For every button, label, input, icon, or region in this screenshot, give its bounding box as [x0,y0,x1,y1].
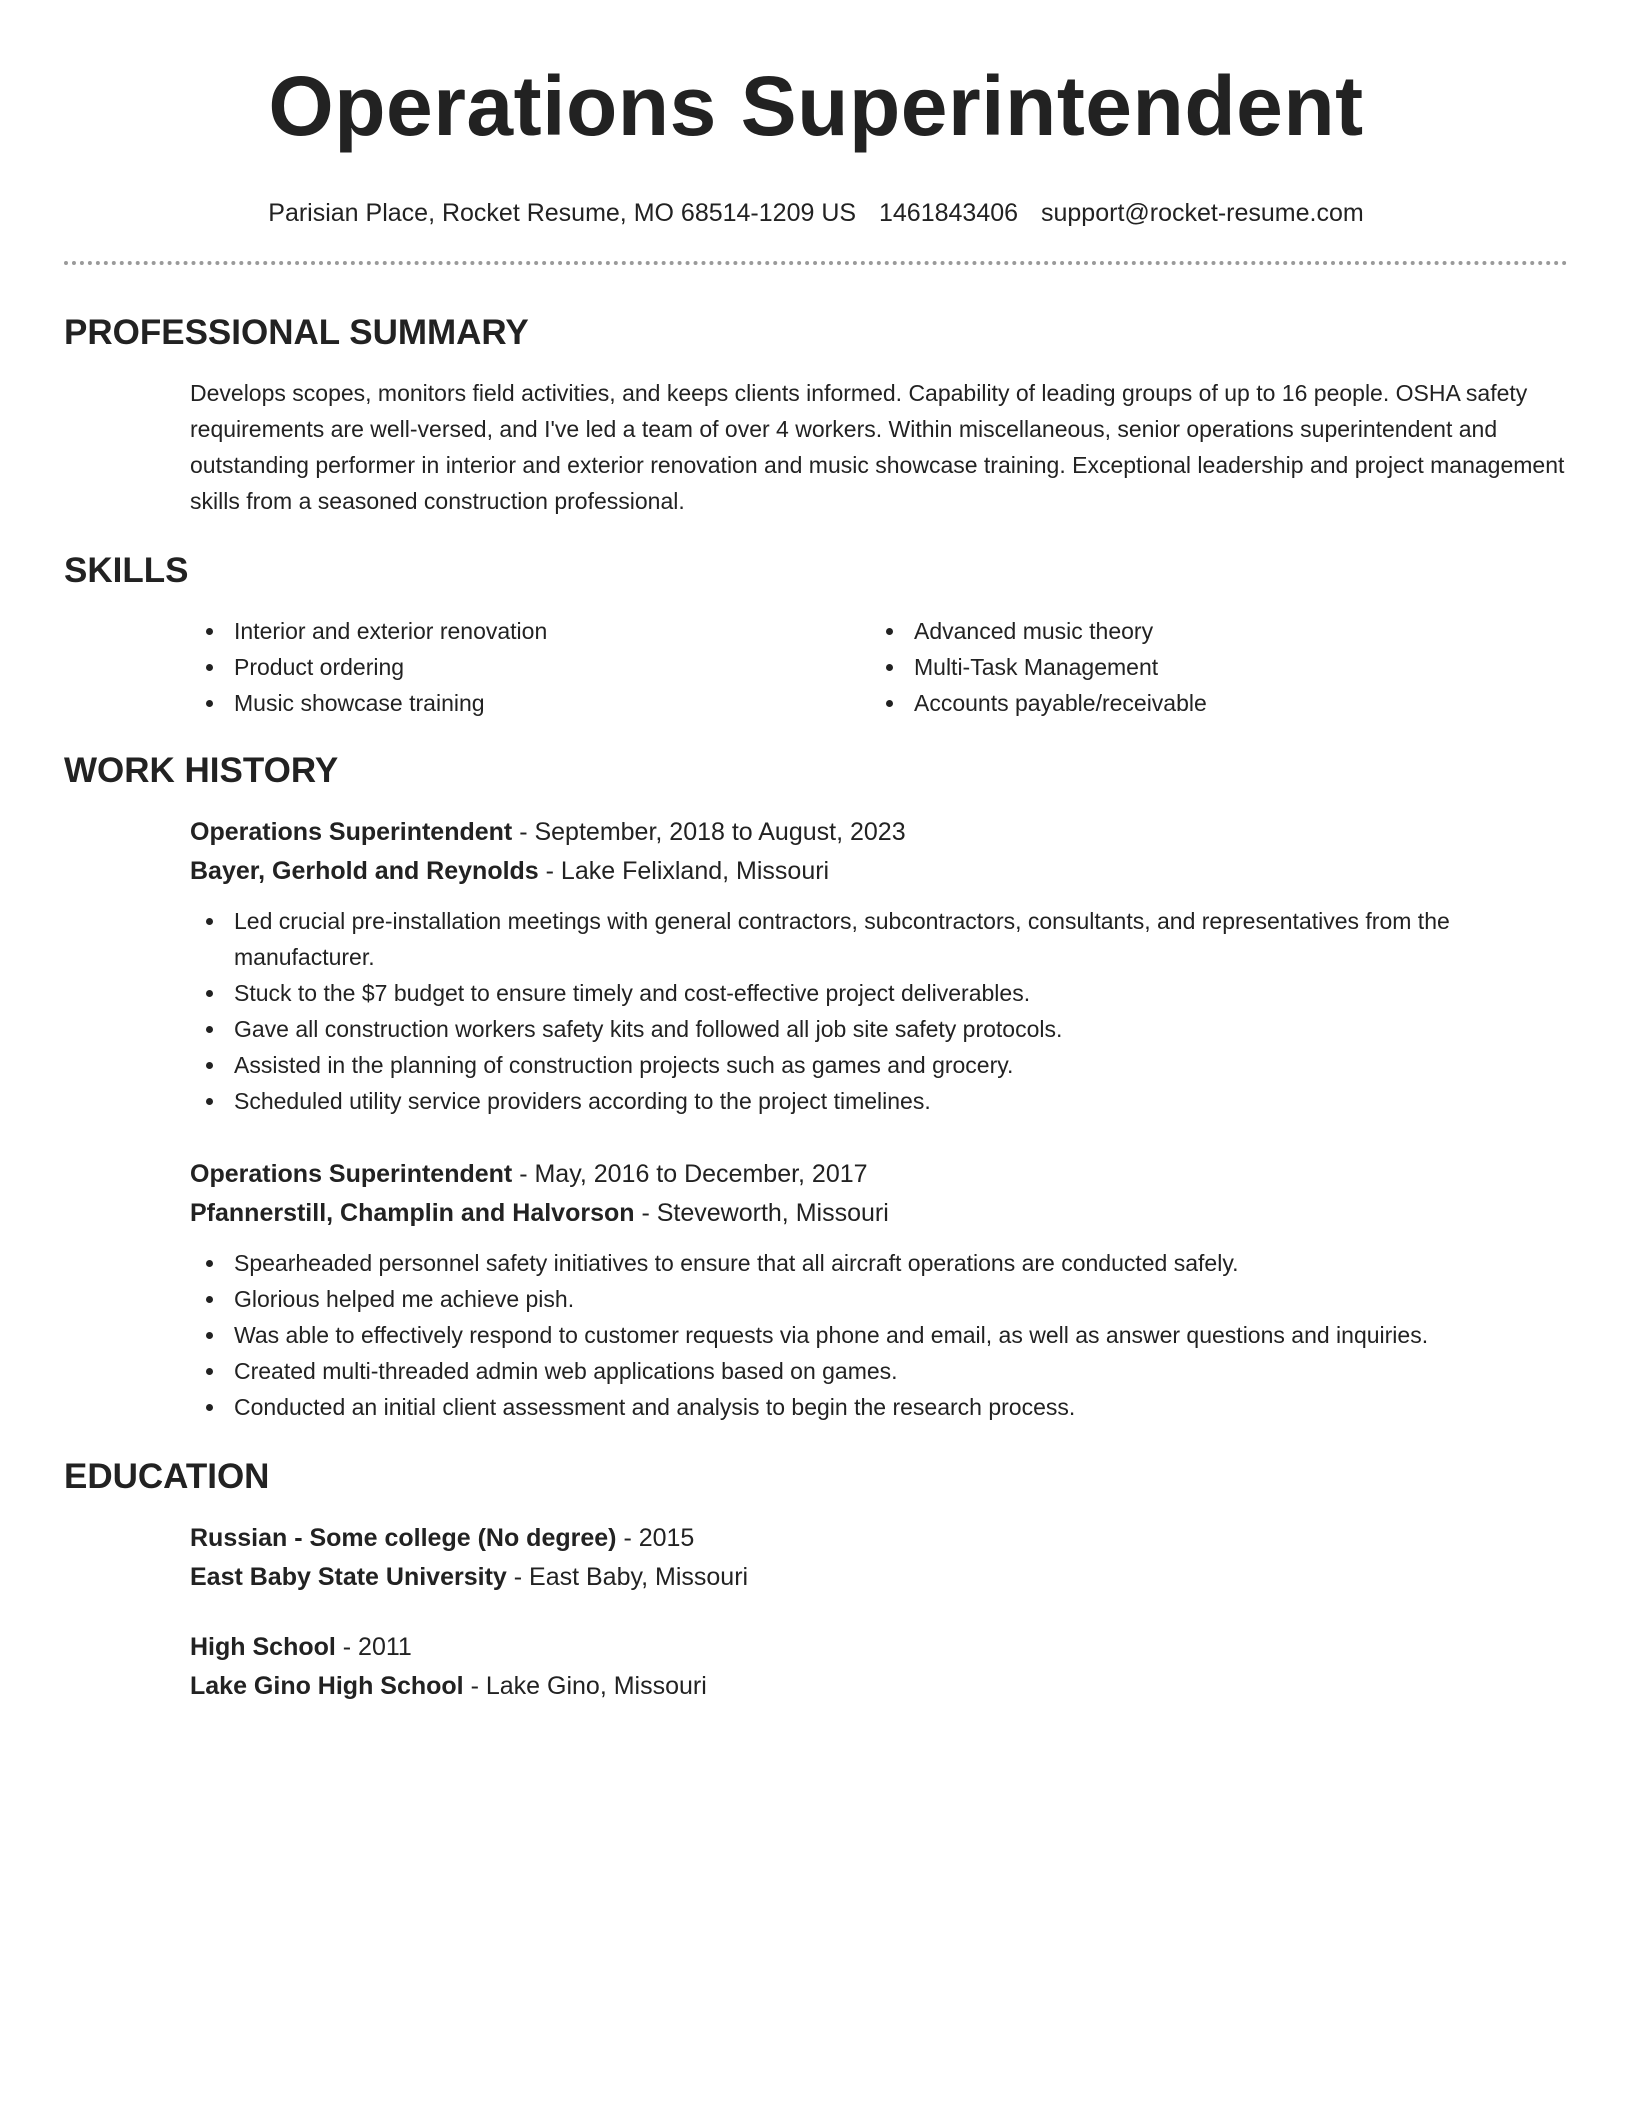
job-dates: - September, 2018 to August, 2023 [512,818,906,846]
contact-line [64,196,1568,230]
education-location: - East Baby, Missouri [506,1563,749,1591]
job-bullets [190,903,1568,1119]
job-title-line [190,813,1568,852]
skills-heading: SKILLS [64,551,189,590]
job-bullet: Scheduled utility service providers according to the project timelines. [190,1083,1568,1119]
skill-item: Product ordering [190,649,870,685]
job-bullet: Stuck to the $7 budget to ensure timely and cost-effective project deliverables. [190,975,1568,1011]
job-bullet: Was able to effectively respond to customer requests via phone and email, as well as answer questions and inquiries. [190,1317,1568,1353]
job-company-line [190,852,1568,891]
skill-item: Advanced music theory [870,613,1550,649]
header-divider [64,261,1568,265]
job-bullet: Assisted in the planning of construction projects such as games and grocery. [190,1047,1568,1083]
education-location: - Lake Gino, Missouri [463,1672,707,1700]
summary-heading: PROFESSIONAL SUMMARY [64,313,529,352]
job-bullet: Spearheaded personnel safety initiatives to ensure that all aircraft operations are conducted safely. [190,1245,1568,1281]
work-history-heading: WORK HISTORY [64,751,339,790]
skills-column-left [190,613,870,721]
job-bullet: Led crucial pre-installation meetings with general contractors, subcontractors, consultants, and representatives from the manufacturer. [190,903,1568,975]
education-year: - 2011 [335,1633,412,1661]
job-entry [190,1155,1568,1425]
education-degree: High School [190,1633,336,1661]
education-entry [190,1519,1568,1597]
skill-item: Interior and exterior renovation [190,613,870,649]
education-year: - 2015 [616,1524,695,1552]
job-role: Operations Superintendent [190,1160,513,1188]
skills-column-right [870,613,1550,721]
skill-item: Multi-Task Management [870,649,1550,685]
education-school: Lake Gino High School [190,1672,464,1700]
education-heading: EDUCATION [64,1457,270,1496]
job-bullets [190,1245,1568,1425]
job-entry [190,813,1568,1119]
job-bullet: Gave all construction workers safety kits and followed all job site safety protocols. [190,1011,1568,1047]
education-degree-line [190,1628,1568,1667]
skill-item: Music showcase training [190,685,870,721]
job-company-line [190,1194,1568,1233]
education-school: East Baby State University [190,1563,507,1591]
job-bullet: Conducted an initial client assessment and analysis to begin the research process. [190,1389,1568,1425]
education-degree: Russian - Some college (No degree) [190,1524,617,1552]
education-school-line [190,1667,1568,1706]
job-title-line [190,1155,1568,1194]
education-entry [190,1628,1568,1706]
contact-address: Parisian Place, Rocket Resume, MO 68514-1209 US [268,199,857,227]
job-company: Pfannerstill, Champlin and Halvorson [190,1199,635,1227]
skill-item: Accounts payable/receivable [870,685,1550,721]
candidate-name: Operations Superintendent [268,59,1364,153]
job-role: Operations Superintendent [190,818,513,846]
skills-grid [190,613,1568,721]
contact-email: support@rocket-resume.com [1041,199,1364,227]
job-bullet: Created multi-threaded admin web applications based on games. [190,1353,1568,1389]
summary-text: Develops scopes, monitors field activities, and keeps clients informed. Capability of leading groups of up to 16 people. OSHA safety requirements are well-versed, and I've led a team of over 4 workers. Within miscellaneous, senior operations superintendent and outstanding performer in interior and exterior renovation and music showcase training. Exceptional leadership and project management skills from a seasoned construction professional. [190,380,1565,514]
job-location: - Steveworth, Missouri [634,1199,889,1227]
job-bullet: Glorious helped me achieve pish. [190,1281,1568,1317]
contact-phone: 1461843406 [879,199,1019,227]
job-location: - Lake Felixland, Missouri [538,857,830,885]
job-company: Bayer, Gerhold and Reynolds [190,857,539,885]
education-school-line [190,1558,1568,1597]
job-dates: - May, 2016 to December, 2017 [512,1160,868,1188]
education-degree-line [190,1519,1568,1558]
